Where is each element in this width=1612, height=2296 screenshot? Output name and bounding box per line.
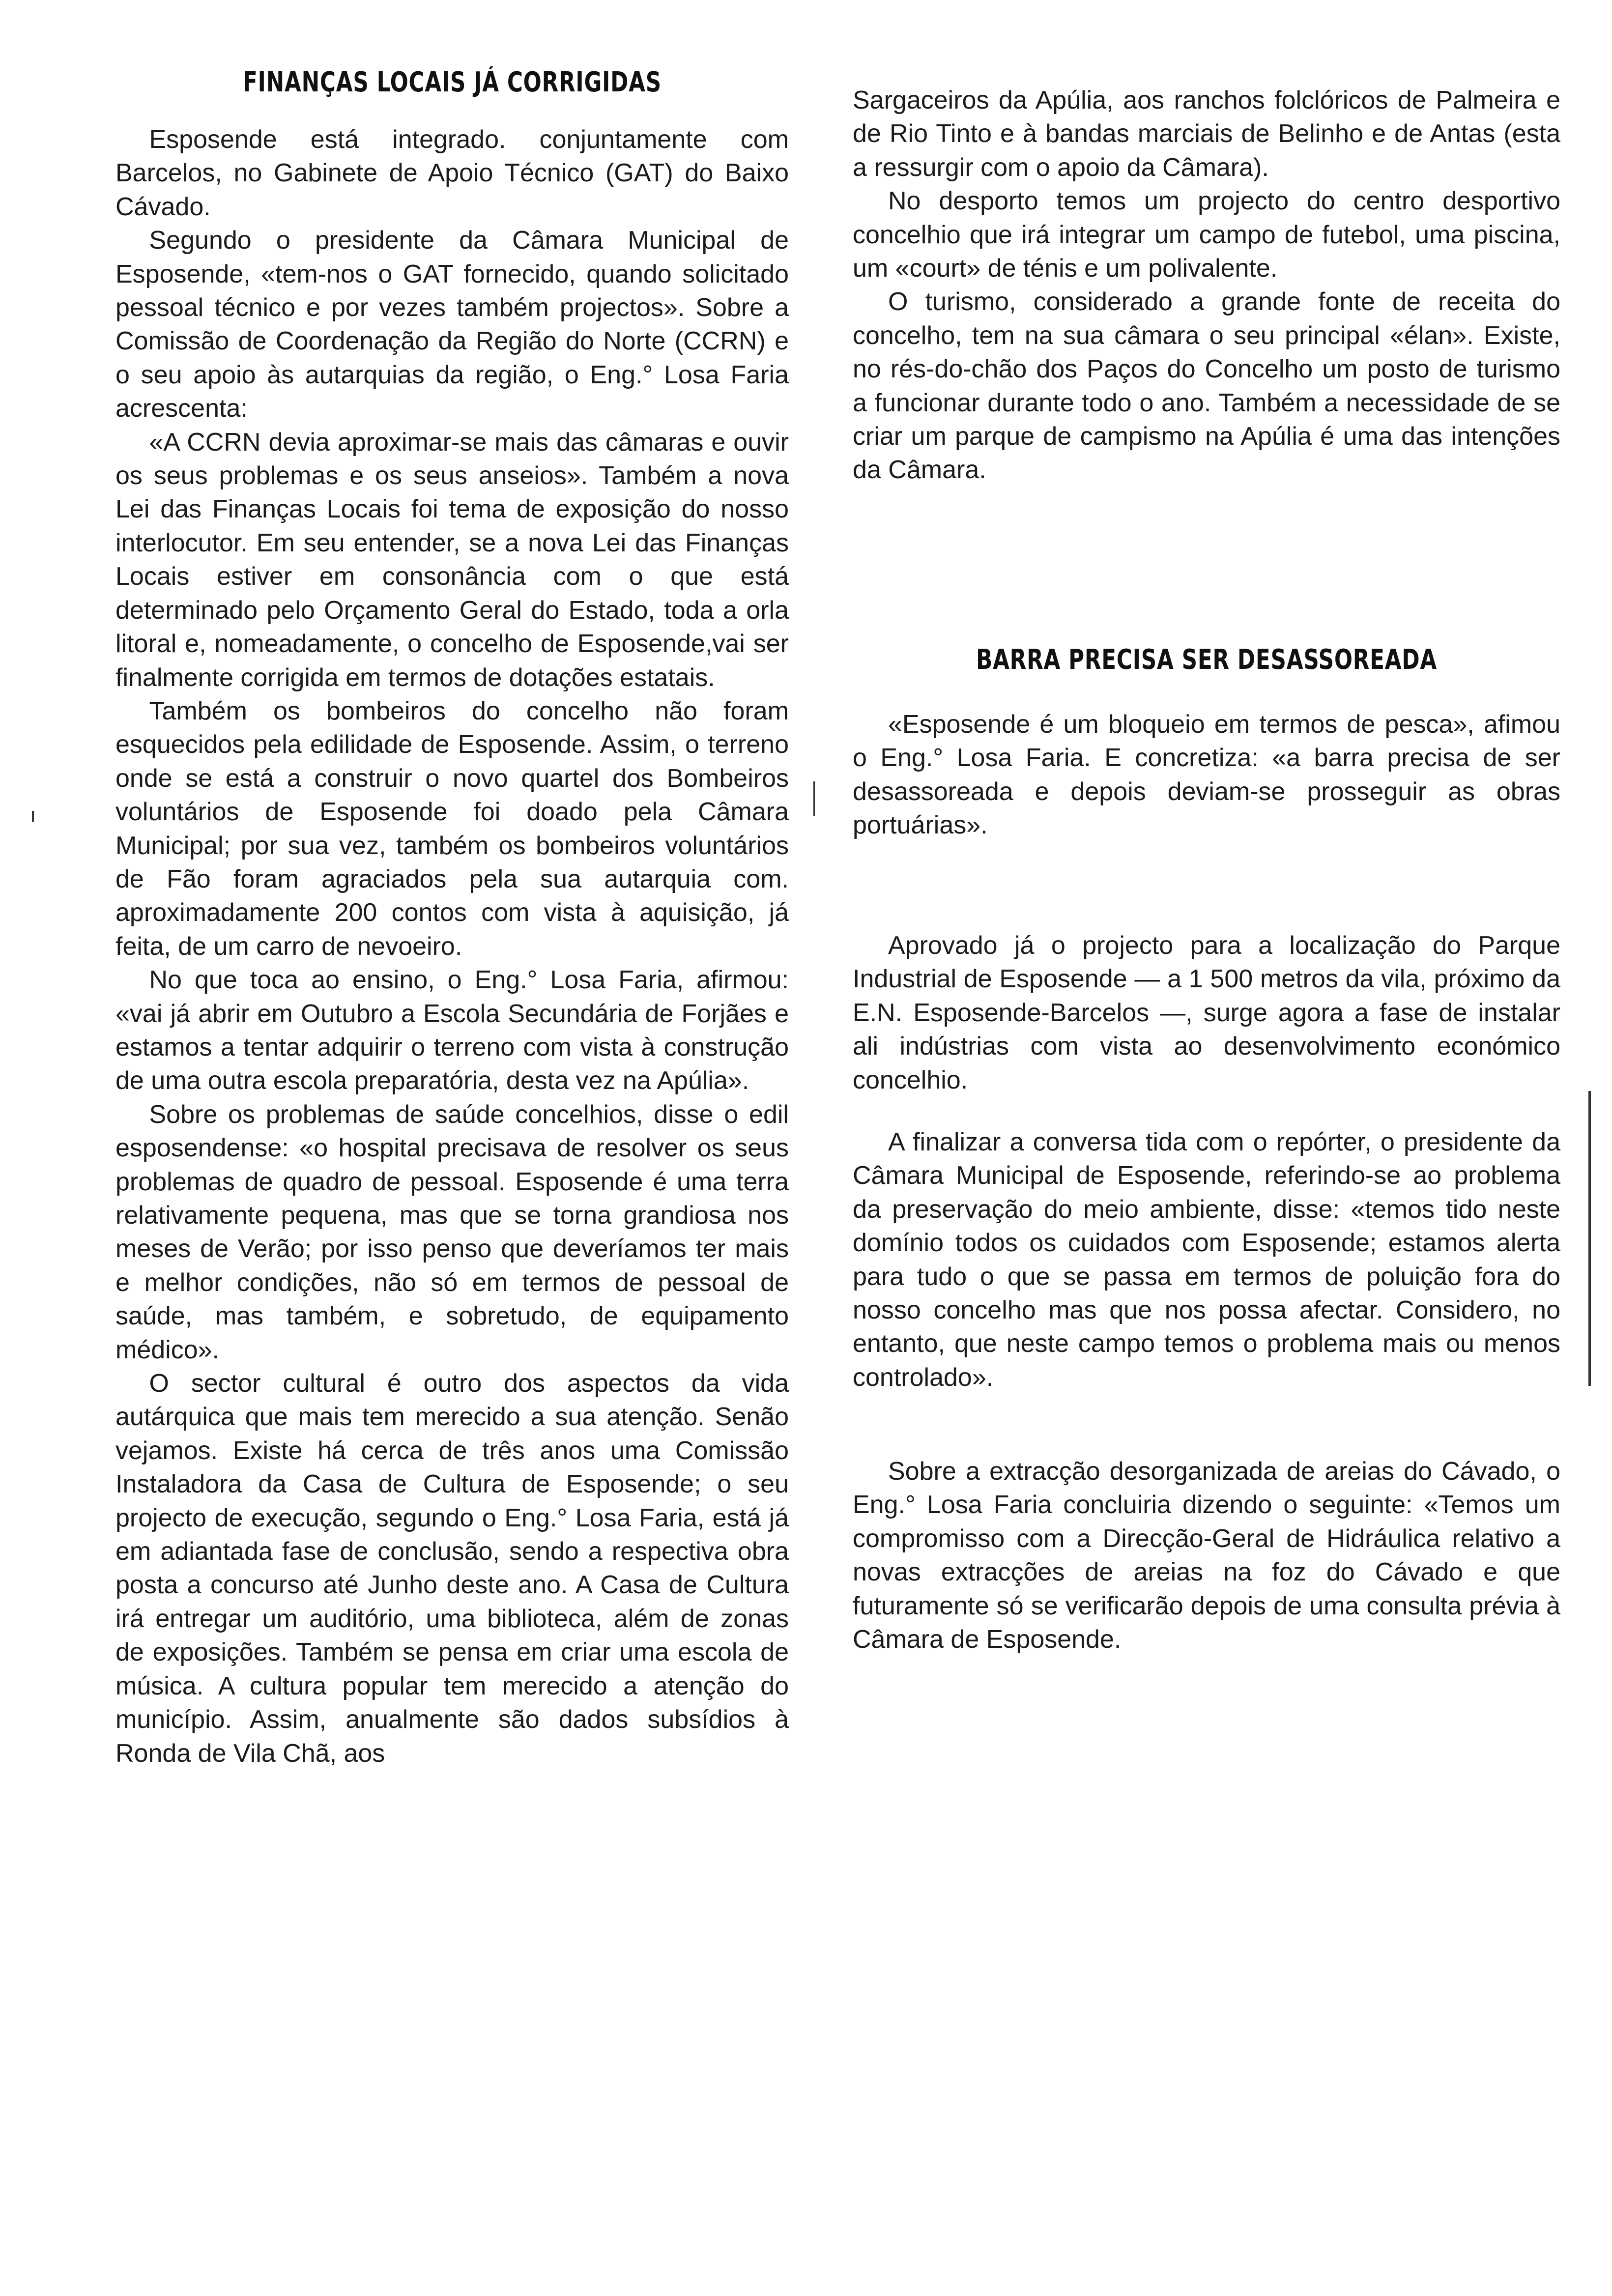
paragraph-areias: Sobre a extracção desorganizada de areias do Cávado, o Eng.° Losa Faria concluiria dizendo o seguinte: «Temos um compromisso com a Direcção-Geral de Hidráulica relativo a novas extracções de areias na foz do Cávado e que futuramente só se verificarão depois de uma consulta prévia à Câmara de Esposende.: [853, 1457, 1560, 1654]
scan-speck: [32, 811, 34, 822]
paragraph-bloqueio: «Esposende é um bloqueio em termos de pesca», afimou o Eng.° Losa Faria. E concretiza: «a barra precisa de ser desassoreada e depois deviam-se prosseguir as obras portuárias».: [853, 710, 1560, 840]
scan-edge-mark: [1588, 1091, 1591, 1386]
paragraph-desporto: No desporto temos um projecto do centro desportivo concelhio que irá integrar um campo de futebol, uma piscina, um «court» de ténis e um polivalente.: [853, 187, 1560, 283]
article-heading: FINANÇAS LOCAIS JÁ CORRIGIDAS: [243, 66, 662, 98]
paragraph-turismo: O turismo, considerado a grande fonte de receita do concelho, tem na sua câmara o seu principal «élan». Existe, no rés-do-chão dos Paços do Concelho um posto de turismo a funcionar durante todo o ano. Também a necessidade de se criar um parque de campismo na Apúlia é uma das intenções da Câmara.: [853, 287, 1560, 485]
paragraph-sargaceiros: Sargaceiros da Apúlia, aos ranchos folclóricos de Palmeira e de Rio Tinto e à bandas marciais de Belinho e de Antas (esta a ressurgir com o apoio da Câmara).: [853, 86, 1560, 182]
paragraph-gat: Esposende está integrado. conjuntamente com Barcelos, no Gabinete de Apoio Técnico (GAT) do Baixo Cávado.: [115, 125, 789, 221]
scan-speck: [813, 781, 815, 816]
right-continuation-body: [853, 84, 1560, 487]
paragraph-cultura: O sector cultural é outro dos aspectos da vida autárquica que mais tem merecido a sua atenção. Senão vejamos. Existe há cerca de três anos uma Comissão Instaladora da Casa de Cultura de Esposende; o seu projecto de execução, segundo o Eng.° Losa Faria, está já em adiantada fase de conclusão, sendo a respectiva obra posta a concurso até Junho deste ano. A Casa de Cultura irá entregar um auditório, uma biblioteca, além de zonas de exposições. Também se pensa em criar uma escola de música. A cultura popular tem merecido a atenção do município. Assim, anualmente são dados subsídios à Ronda de Vila Chã, aos: [115, 1369, 789, 1768]
paragraph-parque-block: [853, 929, 1560, 1097]
section-heading-barra: BARRA PRECISA SER DESASSOREADA: [976, 644, 1437, 676]
paragraph-bombeiros: Também os bombeiros do concelho não foram esquecidos pela edilidade de Esposende. Assim, o terreno onde se está a construir o novo quartel dos Bombeiros voluntários de Esposende foi doado pela Câmara Municipal; por sua vez, também os bombeiros voluntários de Fão foram agraciados pela sua autarquia com. aproximadamente 200 contos com vista à aquisição, já feita, de um carro de nevoeiro.: [115, 696, 789, 961]
paragraph-areias-block: [853, 1455, 1560, 1656]
left-text-body: [115, 123, 789, 1770]
paragraph-bloqueio-block: [853, 708, 1560, 842]
paragraph-ccrn-quote: «A CCRN devia aproximar-se mais das câmaras e ouvir os seus problemas e os seus anseios». Também a nova Lei das Finanças Locais foi tema de exposição do nosso interlocutor. Em seu entender, se a nova Lei das Finanças Locais estiver em consonância com o que está determinado pelo Orçamento Geral do Estado, toda a orla litoral e, nomeadamente, o concelho de Esposende,vai ser finalmente corrigida em termos de dotações estatais.: [115, 428, 789, 692]
paragraph-saude: Sobre os problemas de saúde concelhios, disse o edil esposendense: «o hospital precisava de resolver os seus problemas de quadro de pessoal. Esposende é uma terra relativamente pequena, mas que se torna grandiosa nos meses de Verão; por isso penso que deveríamos ter mais e melhor condições, não só em termos de pessoal de saúde, mas também, e sobretudo, de equipamento médico».: [115, 1100, 789, 1364]
paragraph-presidente: Segundo o presidente da Câmara Municipal de Esposende, «tem-nos o GAT fornecido, quando solicitado pessoal técnico e por vezes também projectos». Sobre a Comissão de Coordenação da Região do Norte (CCRN) e o seu apoio às autarquias da região, o Eng.° Losa Faria acrescenta:: [115, 226, 789, 423]
paragraph-parque-industrial: Aprovado já o projecto para a localização do Parque Industrial de Esposende — a 1 500 metros da vila, próximo da E.N. Esposende-Barcelos —, surge agora a fase de instalar ali indústrias com vista ao desenvolvimento económico concelhio.: [853, 931, 1560, 1094]
paragraph-ensino: No que toca ao ensino, o Eng.° Losa Faria, afirmou: «vai já abrir em Outubro a Escola Secundária de Forjães e estamos a tentar adquirir o terreno com vista à construção de uma outra escola preparatória, desta vez na Apúlia».: [115, 966, 789, 1095]
paragraph-ambiente: A finalizar a conversa tida com o repórter, o presidente da Câmara Municipal de Esposende, referindo-se ao problema da preservação do meio ambiente, disse: «temos tido neste domínio todos os cuidados com Esposende; estamos alerta para tudo o que se passa em termos de poluição fora do nosso concelho mas que nos possa afectar. Considero, no entanto, que neste campo temos o problema mais ou menos controlado».: [853, 1128, 1560, 1392]
paragraph-ambiente-block: [853, 1125, 1560, 1394]
right-heading-block: [853, 644, 1560, 676]
left-heading-block: [115, 66, 789, 98]
